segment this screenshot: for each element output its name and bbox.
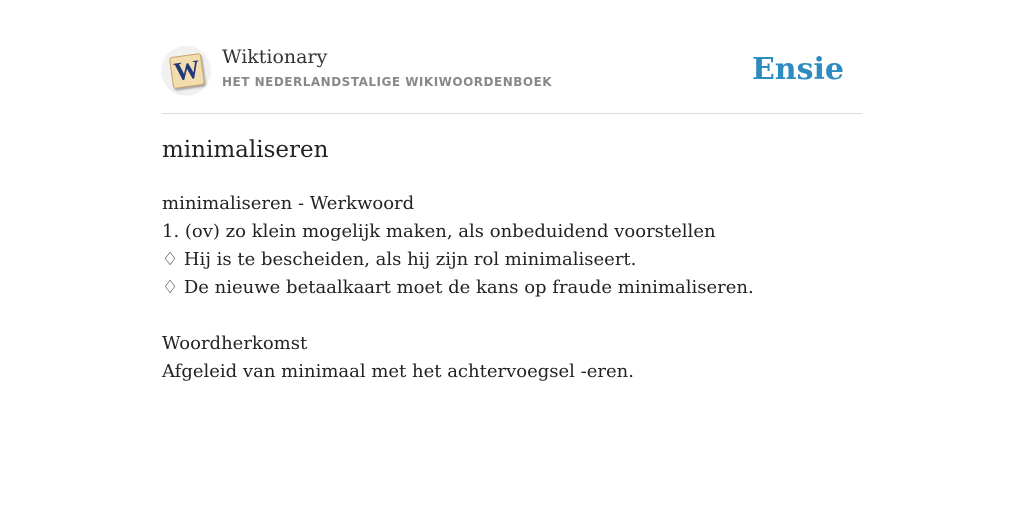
etymology-text: Afgeleid van minimaal met het achtervoegsel -eren. — [162, 361, 634, 382]
page-title: minimaliseren — [162, 137, 329, 163]
header — [162, 0, 862, 114]
wiktionary-logo-icon[interactable] — [162, 46, 210, 94]
site-title[interactable]: Wiktionary — [222, 46, 328, 68]
page — [162, 0, 862, 382]
entry-body — [162, 190, 754, 386]
spacer — [162, 302, 754, 330]
definition-line: 1. (ov) zo klein mogelijk maken, als onbeduidend voorstellen — [162, 221, 716, 242]
entry-heading-line: minimaliseren - Werkwoord — [162, 193, 415, 214]
logo-tile: W — [169, 53, 205, 89]
site-subtitle: HET NEDERLANDSTALIGE WIKIWOORDENBOEK — [222, 75, 553, 89]
etymology-heading: Woordherkomst — [162, 333, 308, 354]
ensie-brand-link[interactable]: Ensie — [751, 52, 844, 87]
example-line: ♢ De nieuwe betaalkaart moet de kans op fraude minimaliseren. — [162, 277, 754, 298]
example-line: ♢ Hij is te bescheiden, als hij zijn rol minimaliseert. — [162, 249, 637, 270]
